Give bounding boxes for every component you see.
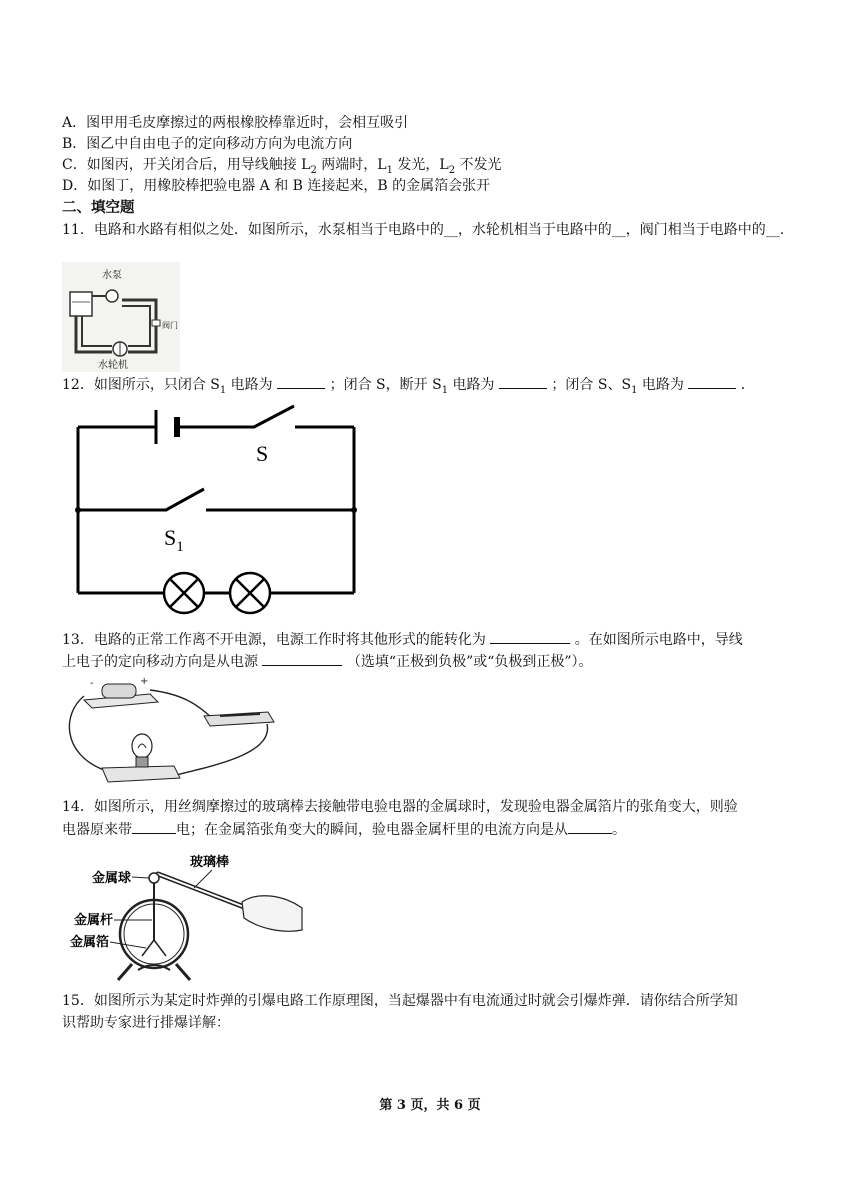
question-11: 11．电路和水路有相似之处．如图所示，水泵相当于电路中的__，水轮机相当于电路中的__，阀门相当于电路中的__.	[62, 222, 785, 238]
circuit-photo-13	[62, 674, 277, 792]
option-b: B．图乙中自由电子的定向移动方向为电流方向	[62, 136, 353, 152]
q12-sub: 1	[441, 384, 449, 396]
question-15-line2: 识帮助专家进行排爆详解：	[62, 1015, 230, 1031]
option-c-text: 发光，L	[392, 157, 449, 173]
switch-s1-sub: 1	[176, 539, 184, 555]
switch-s1-main: S	[164, 525, 177, 550]
q14-text: 电器原来带	[62, 822, 132, 838]
junction-dot	[351, 507, 357, 513]
electroscope-figure	[62, 848, 312, 983]
question-12	[62, 374, 755, 401]
pump-label: 水泵	[102, 270, 122, 281]
question-14-line2	[62, 819, 626, 840]
q12-text: 电路为	[448, 377, 495, 393]
q13-text: 上电子的定向移动方向是从电源	[62, 654, 258, 670]
page-footer: 第 3 页，共 6 页	[379, 1098, 481, 1113]
bulb-icon	[132, 734, 152, 758]
option-c-sub: 1	[386, 164, 393, 176]
answer-blank[interactable]	[490, 629, 570, 644]
valve-label-text: 阀门	[162, 321, 178, 330]
answer-blank[interactable]	[132, 819, 176, 834]
option-c-text: C．如图丙，开关闭合后，用导线触接 L	[62, 157, 311, 173]
q12-text: 12．如图所示，只闭合 S	[62, 377, 220, 393]
switch-s-label: S	[256, 441, 269, 466]
q13-text: 13．电路的正常工作离不开电源，电源工作时将其他形式的能转化为	[62, 632, 486, 648]
q12-text: ．	[740, 377, 755, 393]
option-c-text: 两端时，L	[316, 157, 387, 173]
q13-text: （选填“正极到负极”或“负极到正极”）。	[346, 654, 593, 670]
junction-dot	[75, 507, 81, 513]
minus-label: -	[90, 678, 94, 689]
q12-text: ；闭合 S，断开 S	[329, 377, 442, 393]
lamp-icon	[164, 573, 204, 613]
q14-text: 电；在金属箔张角变大的瞬间，验电器金属杆里的电流方向是从	[176, 822, 568, 838]
rod-label: 玻璃棒	[190, 855, 230, 870]
question-13-line1	[62, 629, 743, 650]
section-title: 二、填空题	[62, 200, 135, 216]
battery-icon	[102, 684, 136, 698]
q12-sub: 1	[219, 384, 227, 396]
water-circuit-figure	[62, 262, 180, 372]
turbine-label: 水轮机	[98, 360, 128, 371]
hand-icon	[242, 896, 302, 932]
circuit-diagram-12	[70, 400, 365, 625]
switch-s1-label	[164, 525, 184, 555]
option-d: D．如图丁，用橡胶棒把验电器 A 和 B 连接起来，B 的金属箔会张开	[62, 178, 491, 194]
answer-blank[interactable]	[262, 651, 342, 666]
answer-blank[interactable]	[688, 374, 736, 389]
answer-blank[interactable]	[277, 374, 325, 389]
q14-text: 。	[612, 822, 626, 838]
q12-text: ；闭合 S、S	[551, 377, 632, 393]
option-c-text: 不发光	[455, 157, 502, 173]
answer-blank[interactable]	[499, 374, 547, 389]
q12-sub: 1	[631, 384, 638, 396]
question-15-line1: 15．如图所示为某定时炸弹的引爆电路工作原理图，当起爆器中有电流通过时就会引爆炸弹．请你结合所学知	[62, 993, 738, 1009]
option-c-sub: 2	[448, 164, 456, 176]
plus-label: +	[140, 676, 149, 687]
q12-text: 电路为	[637, 377, 684, 393]
stem-label: 金属杆	[74, 913, 114, 928]
q13-text: 。在如图所示电路中，导线	[574, 632, 743, 648]
valve-label	[162, 320, 178, 330]
foil-label: 金属箔	[70, 935, 110, 950]
q12-text: 电路为	[226, 377, 273, 393]
lamp-icon	[230, 573, 270, 613]
option-a: A．图甲用毛皮摩擦过的两根橡胶棒靠近时，会相互吸引	[62, 115, 409, 131]
metal-ball	[149, 873, 159, 883]
answer-blank[interactable]	[568, 819, 612, 834]
question-14-line1: 14．如图所示，用丝绸摩擦过的玻璃棒去接触带电验电器的金属球时，发现验电器金属箔片的张角变大，则验	[62, 799, 738, 815]
option-c-sub: 2	[310, 164, 317, 176]
question-13-line2	[62, 651, 593, 672]
ball-label: 金属球	[92, 871, 132, 886]
